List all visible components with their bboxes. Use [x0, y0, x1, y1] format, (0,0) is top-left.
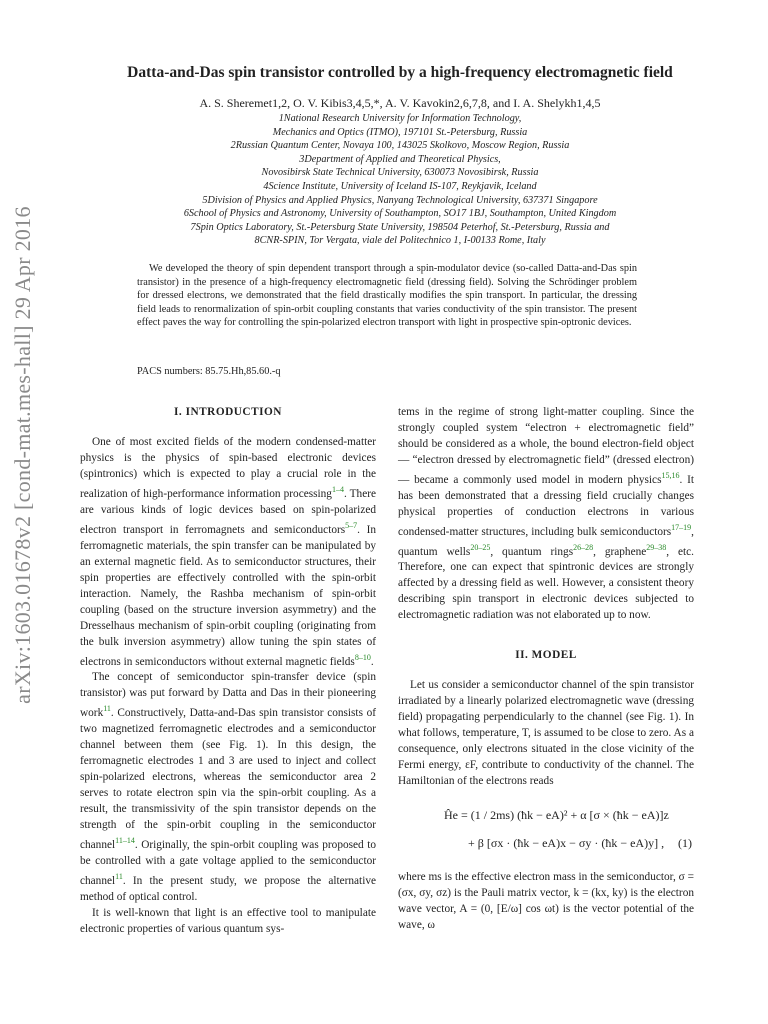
text-run: , graphene: [593, 545, 647, 558]
text-run: . It has been demonstrated that a dressing field crucially changes physical properties of conduction electrons in various condensed-matter structures, including bulk semiconductors: [398, 473, 694, 538]
affiliation-line: 8CNR-SPIN, Tor Vergata, viale del Politechnico 1, I-00133 Rome, Italy: [254, 235, 546, 247]
paragraph: It is well-known that light is an effective tool to manipulate electronic properties of various quantum sys-: [80, 906, 376, 935]
affiliation-line: Mechanics and Optics (ITMO), 197101 St.-Petersburg, Russia: [272, 126, 528, 138]
text-run: , quantum rings: [490, 545, 574, 558]
citation-link[interactable]: 11–14: [115, 836, 135, 846]
right-column: [398, 404, 694, 933]
citation-link[interactable]: 5–7: [345, 520, 358, 530]
citation-link[interactable]: 11: [115, 871, 123, 881]
affiliation-line: 6School of Physics and Astronomy, University of Southampton, SO17 1BJ, Southampton, United Kingdom: [183, 208, 617, 220]
citation-link[interactable]: 26–28: [573, 542, 594, 552]
author-list: A. S. Sheremet1,2, O. V. Kibis3,4,5,*, A. V. Kavokin2,6,7,8, and I. A. Shelykh1,4,5: [199, 96, 601, 110]
affiliation-list: [60, 112, 740, 248]
citation-link[interactable]: 17–19: [671, 522, 692, 532]
equation-line: Ĥe = (1 / 2ms) (ħk − eA)² + α [σ × (ħk − eA)]z: [444, 808, 669, 823]
affiliation-line: Novosibirsk State Technical University, 630073 Novosibirsk, Russia: [261, 167, 539, 179]
text-run: . Constructively, Datta-and-Das spin transistor consists of two magnetized ferromagnetic electrodes and a semiconductor channel between them (see Fig. 1). In this design, the ferromagnetic electrodes 1 and 3 are used to inject and collect spin-polarized electrons, whereas the semiconductor area 2 serves to rotate electron spin via the spin-orbit coupling. As a result, the transmissivity of the spin transistor depends on the strength of the spin-orbit coupling in the semiconductor channel: [80, 707, 376, 851]
affiliation-line: 3Department of Applied and Theoretical Physics,: [299, 153, 501, 165]
text-run: , etc. Therefore, one can expect that spintronic devices are strongly affected by a dressing field as well. However, a consistent theory describing spin transport in electronic devices subjected to electromagnetic radiation was not elaborated up to now.: [398, 545, 695, 622]
section-heading-introduction: I. INTRODUCTION: [174, 406, 282, 418]
arxiv-id-text: arXiv:1603.01678v2 [cond-mat.mes-hall] 29 Apr 2016: [10, 206, 36, 704]
text-run: The concept of semiconductor spin-transfer device (spin transistor) was put forward by Datta and Das in their pioneering work: [80, 671, 376, 720]
paper-title: Datta-and-Das spin transistor controlled by a high-frequency electromagnetic field: [127, 64, 673, 81]
affiliation-line: 1National Research University for Information Technology,: [278, 113, 522, 124]
text-run: tems in the regime of strong light-matter coupling. Since the strongly coupled system “electron + electromagnetic field” should be considered as a whole, the bound electron-field object — “electron dressed by electromagnetic field” (dressed electron) — became a commonly used model in modern physics: [398, 406, 694, 486]
paragraph: [398, 404, 694, 623]
citation-link[interactable]: 1–4: [331, 485, 344, 494]
text-run: . In ferromagnetic materials, the spin transfer can be manipulated by an external magnetic field. As to semiconductor structures, their spin properties are effectively controlled with the spin-orbit interaction. Namely, the Rashba mechanism of spin-orbit coupling (based on the structure inversion asymmetry) and the Dresselhaus mechanism of spin-orbit coupling (originating from the bulk inversion asymmetry) allow tuning the spin states of electrons in semiconductors without external magnetic fields: [80, 523, 376, 668]
affiliation-line: 4Science Institute, University of Iceland IS-107, Reykjavik, Iceland: [263, 180, 537, 192]
pacs-numbers: PACS numbers: 85.75.Hh,85.60.-q: [137, 366, 281, 377]
left-column: [80, 404, 376, 937]
text-run: . In the present study, we propose the alternative method of optical control.: [80, 874, 376, 903]
text-run: . Originally, the spin-orbit coupling was proposed to be controlled with a gate voltage applied to the semiconductor channel: [80, 838, 376, 887]
paragraph: [80, 669, 376, 904]
citation-link[interactable]: 11: [103, 704, 111, 714]
text-run: . There are various kinds of logic devices based on spin-polarized electron transport in ferromagnets and semiconductors: [80, 487, 376, 536]
text-run: .: [370, 655, 374, 668]
equation-1: [398, 797, 694, 863]
text-run: , quantum wells: [398, 525, 694, 558]
citation-link[interactable]: 29–38: [646, 542, 667, 552]
affiliation-line: 7Spin Optics Laboratory, St.-Petersburg State University, 198504 Peterhof, St.-Petersburg, Russia and: [190, 221, 610, 233]
abstract: We developed the theory of spin dependent transport through a spin-modulator device (so-called Datta-and-Das spin transistor) in the presence of a high-frequency electromagnetic field (dressing field). Solving the Schrödinger problem for dressed electrons, we demonstrated that the field drastically modifies the spin transport. In particular, the dressing field leads to renormalization of spin-orbit coupling constants that varies conductivity of the spin transistor. The present effect paves the way for controlling the spin-polarized electron transport with light in prospective spin-optronic devices.: [137, 263, 637, 329]
paragraph: Let us consider a semiconductor channel of the spin transistor irradiated by a linearly polarized electromagnetic wave (dressing field) propagating perpendicularly to the channel (see Fig. 1). In what follows, temperature, T, is assumed to be close to zero. As a consequence, only electrons situated in the close vicinity of the Fermi energy, εF, contribute to conductivity of the channel. The Hamiltonian of the electrons reads: [398, 679, 694, 788]
citation-link[interactable]: 15,16: [661, 471, 680, 480]
affiliation-line: 2Russian Quantum Center, Novaya 100, 143025 Skolkovo, Moscow Region, Russia: [230, 140, 570, 152]
arxiv-identifier: [8, 150, 38, 760]
section-heading-model: II. MODEL: [515, 649, 577, 662]
equation-line: + β [σx · (ħk − eA)x − σy · (ħk − eA)y] ,: [468, 836, 665, 851]
text-run: One of most excited fields of the modern condensed-matter physics is the physics of spin-based electronic devices (spintronics) which is expected to play a crucial role in the realization of high-performance information processing: [80, 436, 376, 500]
affiliation-line: 5Division of Physics and Applied Physics, Nanyang Technological University, 637371 Singapore: [202, 194, 598, 206]
paragraph: where ms is the effective electron mass in the semiconductor, σ = (σx, σy, σz) is the Pauli matrix vector, k = (kx, ky) is the electron wave vector, A = (0, [E/ω] cos ωt) is the vector potential of the wave, ω: [398, 871, 694, 932]
citation-link[interactable]: 8–10: [354, 652, 371, 662]
equation-number: (1): [678, 836, 692, 851]
paragraph: [80, 434, 376, 669]
citation-link[interactable]: 20–25: [470, 542, 491, 552]
